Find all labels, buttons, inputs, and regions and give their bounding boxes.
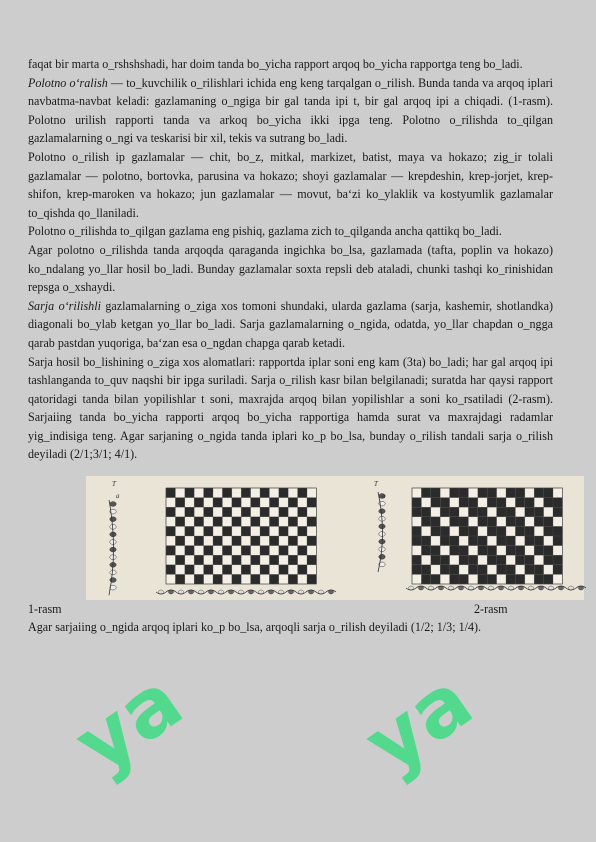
weave-cell [204,546,213,556]
weave-cell [450,546,459,556]
weave-cell [260,565,269,575]
weave-cell [185,507,194,517]
weave-cell [269,498,278,508]
paragraph-3: Polotno o_rilish ip gazlamalar — chit, bo_z, mitkal, markizet, batist, maya va hokazo; zig_ir tolali gazlamalar — polotno, bortovka, parusina va hokazo; shoyi gazlamalar — krepdeshin, krep-jorjet, krep-shifon, krep-maroken va hokazo; jun gazlamalar — movut, ba‘zi ko_ylaklik va kostyumlik gazlamalar to_qishda qo_llaniladi. [28,149,553,220]
weave-cell [525,565,534,575]
weave-cell [459,488,468,498]
figure-row [28,476,553,600]
weave-cell [185,526,194,536]
weave-cell [222,526,231,536]
weave-cell [478,574,487,584]
weave-cell [241,546,250,556]
weave-cell [251,498,260,508]
weave-cell [506,507,515,517]
weave-cell [431,498,440,508]
weave-cell [525,536,534,546]
weave-cell [222,546,231,556]
weave-cell [232,574,241,584]
weave-cell [431,488,440,498]
weave-cell [450,517,459,527]
weave-cell [487,555,496,565]
weave-cell [544,555,553,565]
weave-cell [260,507,269,517]
paragraph-6: Sarja o‘rilishli gazlamalarning o_ziga xos tomoni shundaki, ularda gazlama (sarja, kashemir, shotlandka) diagonali bo_ylab ketgan yo_llar bo_ladi. Sarja gazlamalarning o_ngida, odatda, yo_llar chapdan o_ngga qarab pastdan yuqoriga, ba‘zan esa o_ngdan chapga qarab ketadi. [28,298,553,350]
weave-cell [421,488,430,498]
weave-cell [232,517,241,527]
weave-cell [440,507,449,517]
weave-cell [421,536,430,546]
weave-cell [213,517,222,527]
weave-cell [232,498,241,508]
weave-cell [534,517,543,527]
paragraph-7: Sarja hosil bo_lishining o_ziga xos alomatlari: rapportda iplar soni eng kam (3ta) bo_ladi; har gal arqoq ipi tashlanganda to_quv naqshi bir ipga suriladi. Sarja o_rilish kasr bilan belgilanadi; suratda har qaysi rapport qatoridagi tanda bilan yopilishlar t soni, maxrajda arqoq bilan yopilishlar a soni ko_rsatiladi (2-rasm). Sarjaiing tanda bo_yicha rapporti arqoq bo_yicha rapportiga hamda surat va maxrajdagi radamlar yig_indisiga teng. Agar sarjaning o_ngida tanda iplari ko_p bo_lsa, bunday o_rilish tandali sarja o_rilish deyiladi (2/1;3/1; 4/1). [28,354,553,462]
caption-row [28,600,553,618]
weave-cell [440,565,449,575]
weave-cell [213,555,222,565]
weave-cell [553,507,562,517]
weave-cell [497,555,506,565]
weave-cell [534,507,543,517]
caption-fig2: 2-rasm [474,602,508,617]
weave-cell [487,498,496,508]
weave-cell [175,555,184,565]
weave-cell [269,536,278,546]
weave-cell [497,507,506,517]
fig1-label-a: a [116,492,120,501]
weave-cell [222,507,231,517]
weave-cell [204,488,213,498]
weave-cell [269,555,278,565]
weave-cell [478,507,487,517]
weave-cell [166,546,175,556]
weave-cell [241,488,250,498]
weave-cell [421,517,430,527]
weave-cell [468,536,477,546]
fig1-label-t: T [112,480,116,489]
weave-cell [194,517,203,527]
weave-cell [497,565,506,575]
weave-cell [487,517,496,527]
watermark-left [58,654,199,800]
weave-cell [431,574,440,584]
weave-cell [251,517,260,527]
weave-cell [232,555,241,565]
weave-cell [269,574,278,584]
weave-cell [166,526,175,536]
weave-cell [534,565,543,575]
weave-cell [544,574,553,584]
weave-cell [166,565,175,575]
weave-cell [412,565,421,575]
weave-cell [450,574,459,584]
weave-cell [450,565,459,575]
thread-cross-section [379,554,385,559]
weave-cell [421,565,430,575]
weave-cell [412,526,421,536]
weave-cell [459,517,468,527]
term-sarja: Sarja o‘rilishli [28,298,101,313]
weave-cell [251,555,260,565]
weave-cell [478,565,487,575]
weave-cell [468,498,477,508]
weave-cell [241,526,250,536]
weave-cell [525,498,534,508]
thread-cross-section [110,547,116,552]
weave-cell [487,488,496,498]
weave-cell [515,488,524,498]
weave-cell [298,546,307,556]
weave-cell [194,574,203,584]
weave-cell [506,536,515,546]
weave-cell [279,546,288,556]
weave-cell [307,536,316,546]
weave-cell [506,517,515,527]
weave-cell [497,498,506,508]
weave-cell [298,565,307,575]
weave-cell [298,488,307,498]
thread-cross-section [379,532,385,537]
weave-figure-image [86,476,584,600]
weave-cell [497,526,506,536]
weave-cell [544,498,553,508]
weave-cell [298,507,307,517]
term-polotno: Polotno o‘ralish [28,75,108,90]
weave-cell [260,526,269,536]
weave-cell [232,536,241,546]
weave-cell [412,498,421,508]
weave-cell [213,498,222,508]
paragraph-2: Polotno o‘ralish — to_kuvchilik o_rilishlari ichida eng keng tarqalgan o_rilish. Bunda tanda va arqoq iplari navbatma-navbat keladi: gazlamaning o_ngiga bir gal tanda ipi t, bir gal arqoq ipi a chiqadi. (1-rasm). Polotno urilish rapporti tanda va arkoq bo_yicha ikki ipga teng. Polotno o_rilishda to_qilgan gazlamalarning o_ngi va teskarisi bir xil, tekis va sutrang bo_ladi. [28,75,553,146]
weave-cell [553,536,562,546]
weave-cell [459,526,468,536]
weave-cell [553,565,562,575]
weave-cell [544,488,553,498]
weave-cell [468,565,477,575]
weave-cell [525,526,534,536]
weave-cell [440,498,449,508]
weave-cell [260,488,269,498]
weave-cell [478,517,487,527]
weave-cell [450,488,459,498]
paragraph-1: faqat bir marta o_rshshshadi, har doim tanda bo_yicha rapport arqoq bo_yicha rapportga teng bo_ladi. [28,57,523,71]
weave-cell [544,517,553,527]
weave-cell [307,498,316,508]
weave-cell [412,536,421,546]
weave-cell [213,536,222,546]
weave-cell [307,555,316,565]
weave-cell [431,517,440,527]
weave-cell [241,507,250,517]
weave-cell [222,488,231,498]
weave-cell [421,507,430,517]
weave-cell [487,526,496,536]
weave-cell [288,574,297,584]
weave-cell [175,517,184,527]
paragraph-after-figure: Agar sarjaiing o_ngida arqoq iplari ko_p bo_lsa, arqoqli sarja o_rilish deyiladi (1/2; 1/3; 1/4). [28,620,482,635]
weave-cell [222,565,231,575]
weave-cell [440,526,449,536]
weave-cell [440,536,449,546]
weave-cell [497,536,506,546]
weave-cell [525,507,534,517]
weave-cell [185,546,194,556]
weave-cell [487,546,496,556]
weave-cell [506,565,515,575]
weave-cell [279,488,288,498]
weave-cell [450,507,459,517]
paragraph-4: Polotno o_rilishda to_qilgan gazlama eng pishiq, gazlama zich to_qilganda ancha qattikq bo_ladi. [28,224,502,239]
weave-cell [279,565,288,575]
weave-cell [288,517,297,527]
document-page [28,55,553,637]
thread-cross-section [379,509,385,514]
weave-cell [298,526,307,536]
weave-cell [279,526,288,536]
weave-cell [468,507,477,517]
weave-cell [515,555,524,565]
weave-cell [459,574,468,584]
weave-cell [412,507,421,517]
weave-cell [468,555,477,565]
weave-cell [478,546,487,556]
weave-cell [241,565,250,575]
weave-cell [204,565,213,575]
weave-cell [288,536,297,546]
weave-cell [525,555,534,565]
weave-cell [515,526,524,536]
weave-cell [553,555,562,565]
weave-cell [194,536,203,546]
thread-cross-section [110,578,116,583]
watermark-left-text: ya [58,654,199,792]
weave-cell [279,507,288,517]
weave-cell [431,546,440,556]
weave-cell [534,546,543,556]
weave-cell [459,546,468,556]
weave-cell [478,488,487,498]
weave-cell [288,498,297,508]
weave-cell [431,555,440,565]
weave-cell [534,488,543,498]
weave-cell [307,517,316,527]
weave-cell [431,526,440,536]
weave-cell [515,517,524,527]
weave-cell [185,488,194,498]
weave-cell [185,565,194,575]
weave-cell [194,498,203,508]
weave-cell [213,574,222,584]
paragraph-5: Agar polotno o_rilishda tanda arqoqda qaraganda ingichka bo_lsa, gazlamada (tafta, poplin va hokazo) ko_ndalang yo_llar hosil bo_ladi. Bunday gazlamalar soxta repsli deb ataladi, chunki tashqi ko_rinishidan repsga o_xshaydi. [28,242,553,295]
weave-cell [506,546,515,556]
weave-cell [553,526,562,536]
watermark-right [348,654,489,800]
weave-cell [269,517,278,527]
weave-cell [166,507,175,517]
weave-cell [166,488,175,498]
weave-cell [553,498,562,508]
weave-cell [487,574,496,584]
weave-cell [459,498,468,508]
weave-cell [251,536,260,546]
weave-cell [175,536,184,546]
weave-cell [534,536,543,546]
weave-cell [515,546,524,556]
thread-cross-section [110,517,116,522]
weave-cell [288,555,297,565]
weave-cell [459,555,468,565]
weave-cell [544,546,553,556]
weave-cell [307,574,316,584]
weave-cell [175,574,184,584]
weave-cell [260,546,269,556]
weave-cell [204,507,213,517]
weave-cell [534,574,543,584]
weave-cell [175,498,184,508]
caption-fig1: 1-rasm [28,602,62,617]
weave-cell [412,555,421,565]
fig2-label-t: T [374,480,378,489]
weave-cell [194,555,203,565]
weave-cell [515,498,524,508]
weave-cell [440,555,449,565]
weave-cell [468,526,477,536]
watermark-right-text: ya [348,654,489,792]
weave-cell [506,574,515,584]
thread-cross-section [110,570,116,575]
weave-cell [251,574,260,584]
weave-cell [544,526,553,536]
weave-cell [421,546,430,556]
weave-cell [204,526,213,536]
weave-cell [421,574,430,584]
weave-cell [478,536,487,546]
weave-cell [506,488,515,498]
fig2-label-a: a [382,492,386,501]
thread-cross-section [110,502,116,507]
weave-cell [450,536,459,546]
weave-cell [515,574,524,584]
